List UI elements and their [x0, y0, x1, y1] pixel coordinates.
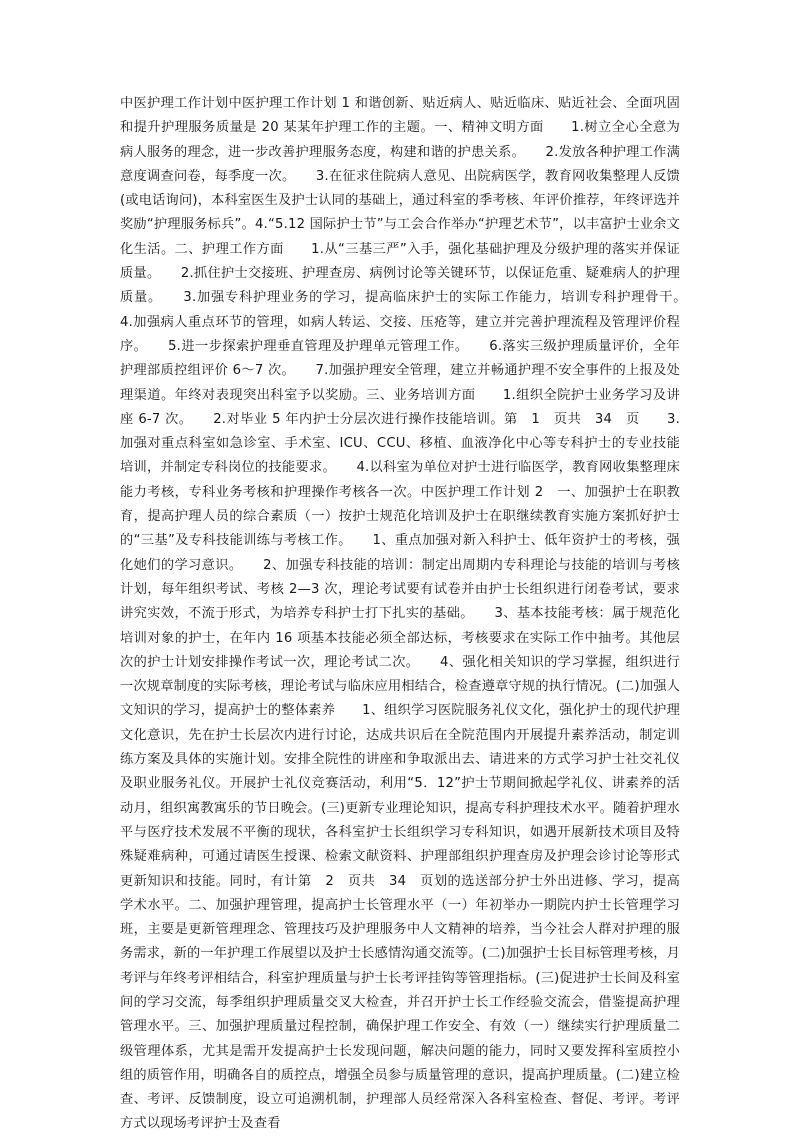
body-text: 中医护理工作计划中医护理工作计划 1 和谐创新、贴近病人、贴近临床、贴近社会、全面巩固和提升护理服务质量是 20 某某年护理工作的主题。一、精神文明方面 1.树立全心全意为病人服务的理念，进一步改善护理服务态度，构建和谐的护患关系。 2.发放各种护理工作满意度调查问卷，每季度一次。 3.在征求住院病人意见、出院病医学，教育网收集整理人反馈(或电话询问)，本科室医生及护士认同的基础上，通过科室的季考核、年评价推荐，年终评选并奖励“护理服务标兵”。4.“5.12 国际护士节”与工会合作举办“护理艺术节”，以丰富护士业余文化生活。二、护理工作方面 1.从“三基三严”入手，强化基础护理及分级护理的落实并保证质量。 2.抓住护士交接班、护理查房、病例讨论等关键环节，以保证危重、疑难病人的护理质量。 3.加强专科护理业务的学习，提高临床护士的实际工作能力，培训专科护理骨干。 4.加强病人重点环节的管理，如病人转运、交接、压疮等，建立并完善护理流程及管理评价程序。 5.进一步探索护理垂直管理及护理单元管理工作。 6.落实三级护理质量评价，全年护理部质控组评价 6～7 次。 7.加强护理安全管理，建立并畅通护理不安全事件的上报及处理渠道。年终对表现突出科室予以奖励。三、业务培训方面 1.组织全院护士业务学习及讲座 6-7 次。 2.对毕业 5 年内护士分层次进行操作技能培训。第 1 页共 34 页 3.加强对重点科室如急诊室、手术室、ICU、CCU、移植、血液净化中心等专科护士的专业技能培训，并制定专科岗位的技能要求。 4.以科室为单位对护士进行临医学，教育网收集整理床能力考核，专科业务考核和护理操作考核各一次。中医护理工作计划 2 一、加强护士在职教育，提高护理人员的综合素质（一）按护士规范化培训及护士在职继续教育实施方案抓好护士的“三基”及专科技能训练与考核工作。 1、重点加强对新入科护士、低年资护士的考核，强化她们的学习意识。 2、加强专科技能的培训：制定出周期内专科理论与技能的培训与考核计划，每年组织考试、考核 2—3 次，理论考试要有试卷并由护士长组织进行闭卷考试，要求讲究实效，不流于形式，为培养专科护士打下扎实的基础。 3、基本技能考核：属于规范化培训对象的护士，在年内 16 项基本技能必须全部达标，考核要求在实际工作中抽考。其他层次的护士计划安排操作考试一次，理论考试二次。 4、强化相关知识的学习掌握，组织进行一次规章制度的实际考核，理论考试与临床应用相结合，检查遵章守规的执行情况。(二)加强人文知识的学习，提高护士的整体素养 1、组织学习医院服务礼仪文化，强化护士的现代护理文化意识，先在护士长层次内进行讨论，达成共识后在全院范围内开展提升素养活动，制定训练方案及具体的实施计划。安排全院性的讲座和争取派出去、请进来的方式学习护士社交礼仪及职业服务礼仪。开展护士礼仪竞赛活动，利用“5．12”护士节期间掀起学礼仪、讲素养的活动月，组织寓教寓乐的节日晚会。(三)更新专业理论知识，提高专科护理技术水平。随着护理水平与医疗技术发展不平衡的现状，各科室护士长组织学习专科知识，如遇开展新技术项目及特殊疑难病种，可通过请医生授课、检索文献资料、护理部组织护理查房及护理会诊讨论等形式更新知识和技能。同时，有计第 2 页共 34 页划的选送部分护士外出进修、学习，提高学术水平。二、加强护理管理，提高护士长管理水平（一）年初举办一期院内护士长管理学习班，主要是更新管理理念、管理技巧及护理服务中人文精神的培养，当今社会人群对护理的服务需求，新的一年护理工作展望以及护士长感情沟通交流等。(二)加强护士长目标管理考核，月考评与年终考评相结合，科室护理质量与护士长考评挂钩等管理指标。(三)促进护士长间及科室间的学习交流，每季组织护理质量交叉大检查，并召开护士长工作经验交流会，借鉴提高护理管理水平。三、加强护理质量过程控制，确保护理工作安全、有效（一）继续实行护理质量二级管理体系，尤其是需开发提高护士长发现问题，解决问题的能力，同时又要发挥科室质控小组的质管作用，明确各自的质控点，增强全员参与质量管理的意识，提高护理质量。(二)建立检查、考评、反馈制度，设立可追溯机制，护理部人员经常深入各科室检查、督促、考评。考评方式以现场考评护士及查看	[120, 96, 707, 1132]
